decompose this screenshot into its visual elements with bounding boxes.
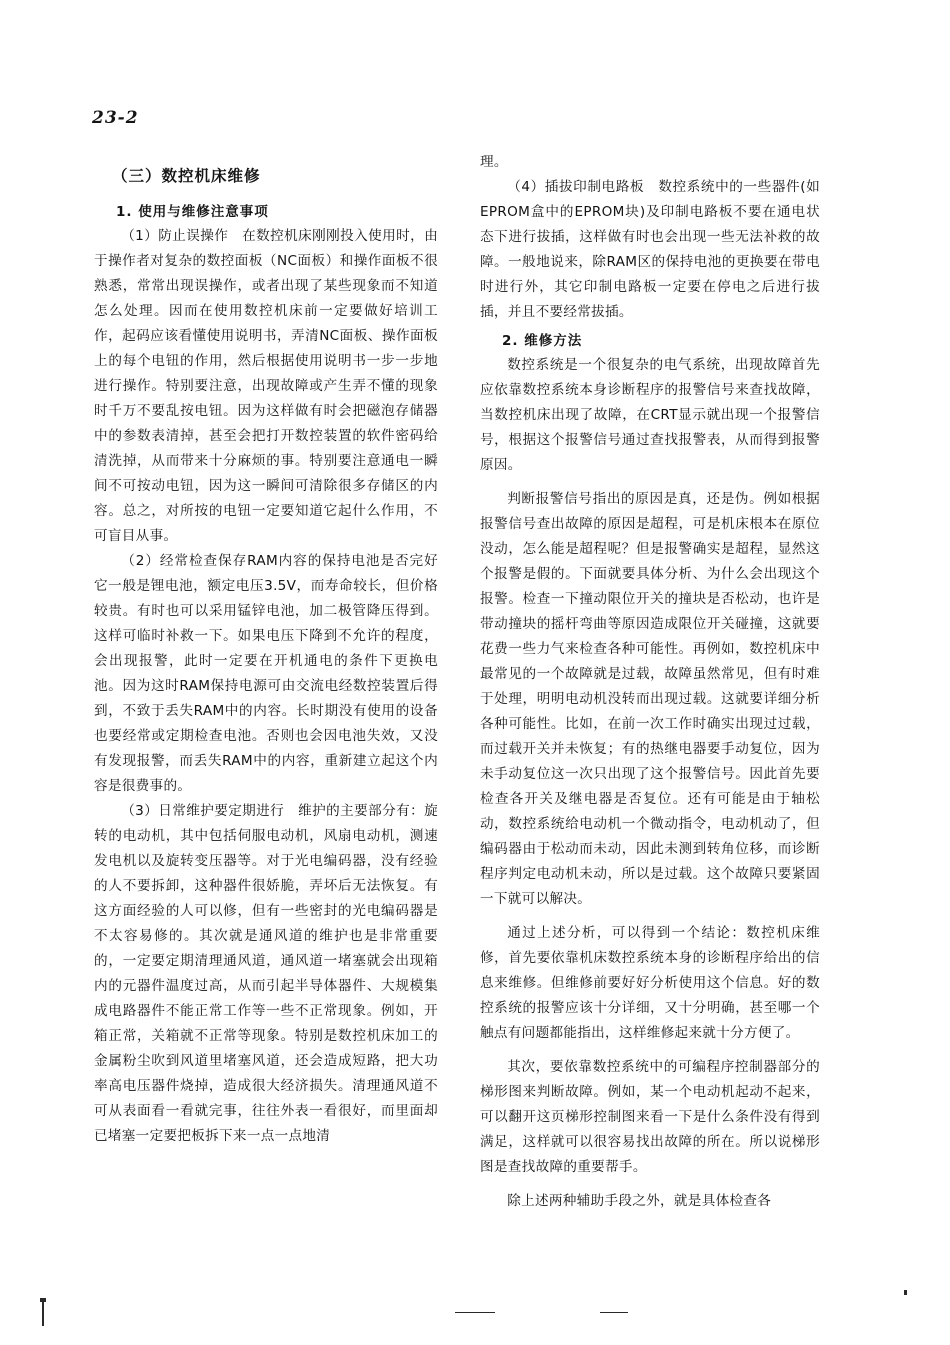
paragraph-battery: （2）经常检查保存RAM内容的保持电池是否完好 它一般是锂电池，额定电压3.5V，而寿命较长，但价格较贵。有时也可以采用锰锌电池，加二极管降压得到。这样可临时补救一下。如果电压下降到不允许的程度，会出现报警，此时一定要在开机通电的条件下更换电池。因为这时RAM保持电源可由交流电经数控装置后得到，不致于丢失RAM中的内容。长时期没有使用的设备也要经常或定期检查电池。否则也会因电池失效，又没有发现报警，而丢失RAM中的内容，重新建立起这个内容是很费事的。 [94, 553, 452, 794]
left-column [94, 150, 452, 1149]
scan-mark-left-dot [40, 1298, 46, 1302]
section-title: （三）数控机床维修 [112, 167, 261, 185]
scan-mark-bottom-1 [455, 1312, 495, 1313]
paragraph-methods-intro: 数控系统是一个很复杂的电气系统，出现故障首先应依靠数控系统本身诊断程序的报警信号来查找故障，当数控机床出现了故障，在CRT显示就出现一个报警信号，根据这个报警信号通过查找报警表，从而得到报警原因。 [480, 357, 820, 473]
subsection-title-usage: 1. 使用与维修注意事项 [116, 204, 269, 220]
paragraph-other-methods: 除上述两种辅助手段之外，就是具体检查各 [507, 1193, 772, 1209]
right-column [480, 150, 820, 1214]
scan-mark-right [904, 1290, 907, 1295]
paragraph-misoperation: （1）防止误操作 在数控机床刚刚投入使用时，由于操作者对复杂的数控面板（NC面板）和操作面板不很熟悉，常常出现误操作，或者出现了某些现象而不知道怎么处理。因而在使用数控机床前一定要做好培训工作，起码应该看懂使用说明书，弄清NC面板、操作面板上的每个电钮的作用，然后根据使用说明书一步一步地进行操作。特别要注意，出现故障或产生弄不懂的现象时千万不要乱按电钮。因为这样做有时会把磁泡存储器中的参数表清掉，甚至会把打开数控装置的软件密码给清洗掉，从而带来十分麻烦的事。特别要注意通电一瞬间不可按动电钮，因为这一瞬间可清除很多存储区的内容。总之，对所按的电钮一定要知道它起什么作用，不可盲目从事。 [94, 228, 438, 544]
paragraph-ladder-diagram: 其次，要依靠数控系统中的可编程序控制器部分的梯形图来判断故障。例如，某一个电动机起动不起来，可以翻开这页梯形控制图来看一下是什么条件没有得到满足，这样就可以很容易找出故障的所在。所以说梯形图是查找故障的重要帮手。 [480, 1059, 820, 1175]
subsection-title-methods: 2. 维修方法 [502, 333, 583, 349]
paragraph-continuation: 理。 [480, 154, 508, 170]
scan-mark-left [42, 1300, 44, 1326]
paragraph-conclusion: 通过上述分析，可以得到一个结论：数控机床维修，首先要依靠机床数控系统本身的诊断程序给出的信息来维修。但维修前要好好分析使用这个信息。好的数控系统的报警应该十分详细，又十分明确，甚至哪一个触点有问题都能指出，这样维修起来就十分方便了。 [480, 925, 820, 1041]
paragraph-maintenance: （3）日常维护要定期进行 维护的主要部分有：旋转的电动机，其中包括伺服电动机，风扇电动机，测速发电机以及旋转变压器等。对于光电编码器，没有经验的人不要拆卸，这种器件很娇脆，弄坏后无法恢复。有这方面经验的人可以修，但有一些密封的光电编码器是不太容易修的。其次就是通风道的维护也是非常重要的，一定要定期清理通风道，通风道一堵塞就会出现箱内的元器件温度过高，从而引起半导体器件、大规模集成电路器件不能正常工作等一些不正常现象。例如，开箱正常，关箱就不正常等现象。特别是数控机床加工的金属粉尘吹到风道里堵塞风道，还会造成短路，把大功率高电压器件烧掉，造成很大经济损失。清理通风道不可从表面看一看就完事，往往外表一看很好，而里面却已堵塞一定要把板拆下来一点一点地清 [94, 803, 438, 1144]
scan-mark-bottom-2 [600, 1312, 628, 1313]
paragraph-alarm-analysis: 判断报警信号指出的原因是真，还是伪。例如根据报警信号查出故障的原因是超程，可是机床根本在原位没动，怎么能是超程呢？但是报警确实是超程，显然这个报警是假的。下面就要具体分析、为什么会出现这个报警。检查一下撞动限位开关的撞块是否松动，也许是带动撞块的摇杆弯曲等原因造成限位开关碰撞，这就要花费一些力气来检查各种可能性。再例如，数控机床中最常见的一个故障就是过载，故障虽然常见，但有时难于处理，明明电动机没转而出现过载。这就要详细分析各种可能性。比如，在前一次工作时确实出现过过载，而过载开关并未恢复；有的热继电器要手动复位，因为未手动复位这一次只出现了这个报警信号。因此首先要检查各开关及继电器是否复位。还有可能是由于轴松动，数控系统给电动机一个微动指令，电动机动了，但编码器由于松动而未动，因此未测到转角位移，而诊断程序判定电动机未动，所以是过载。这个故障只要紧固一下就可以解决。 [480, 491, 820, 907]
paragraph-pcb: （4）插拔印制电路板 数控系统中的一些器件(如EPROM盒中的EPROM块)及印制电路板不要在通电状态下进行拔插，这样做有时也会出现一些无法补救的故障。一般地说来，除RAM区的保持电池的更换要在带电时进行外，其它印制电路板一定要在停电之后进行拔插，并且不要经常拔插。 [480, 179, 820, 320]
page-number: 23-2 [92, 108, 139, 128]
